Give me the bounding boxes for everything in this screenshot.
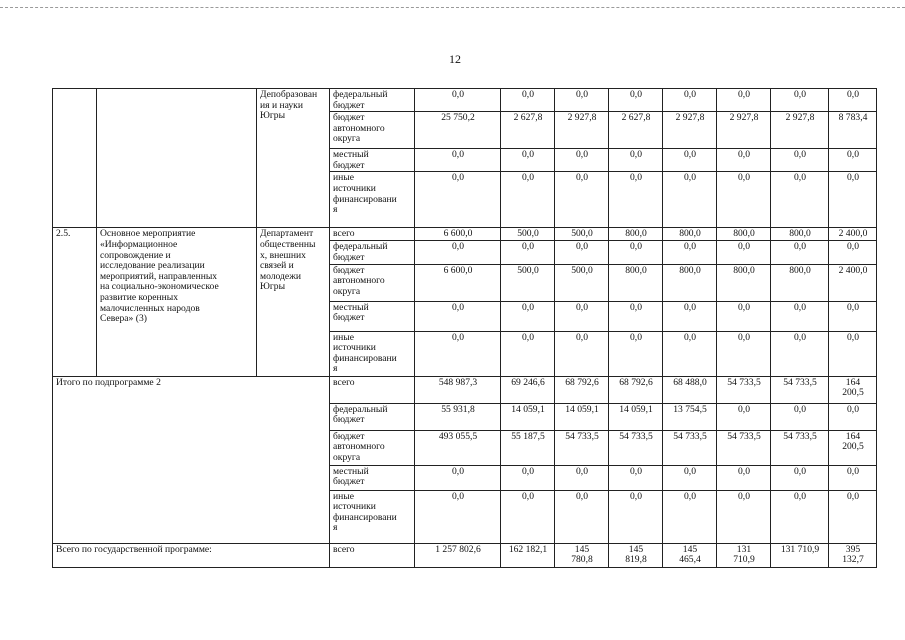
amount-cell: 0,0 xyxy=(609,149,663,172)
item-number-cell: 2.5. xyxy=(53,228,97,376)
amount-cell: 395 132,7 xyxy=(829,543,877,567)
amount-cell: 0,0 xyxy=(663,490,717,543)
amount-cell: 0,0 xyxy=(771,331,829,376)
funding-source-cell: местный бюджет xyxy=(330,149,415,172)
amount-cell: 0,0 xyxy=(717,241,771,264)
amount-cell: 0,0 xyxy=(717,490,771,543)
amount-cell: 800,0 xyxy=(771,228,829,241)
total-label-cell: Итого по подпрограмме 2 xyxy=(53,376,330,543)
amount-cell: 0,0 xyxy=(555,490,609,543)
amount-cell: 0,0 xyxy=(415,490,501,543)
amount-cell: 0,0 xyxy=(717,89,771,112)
budget-table xyxy=(52,88,877,568)
amount-cell: 0,0 xyxy=(415,301,501,331)
amount-cell: 69 246,6 xyxy=(501,376,555,403)
amount-cell: 0,0 xyxy=(555,172,609,228)
funding-source-cell: федеральный бюджет xyxy=(330,403,415,430)
amount-cell: 800,0 xyxy=(609,264,663,301)
amount-cell: 0,0 xyxy=(771,241,829,264)
amount-cell: 0,0 xyxy=(501,241,555,264)
amount-cell: 0,0 xyxy=(829,331,877,376)
amount-cell: 0,0 xyxy=(663,172,717,228)
amount-cell: 0,0 xyxy=(829,149,877,172)
amount-cell: 0,0 xyxy=(829,172,877,228)
amount-cell: 54 733,5 xyxy=(663,430,717,465)
funding-source-cell: иные источники финансировани я xyxy=(330,331,415,376)
amount-cell: 0,0 xyxy=(829,89,877,112)
amount-cell: 2 927,8 xyxy=(555,112,609,149)
amount-cell: 0,0 xyxy=(771,149,829,172)
funding-source-cell: бюджет автономного округа xyxy=(330,112,415,149)
amount-cell: 2 627,8 xyxy=(609,112,663,149)
amount-cell: 500,0 xyxy=(501,228,555,241)
amount-cell: 1 257 802,6 xyxy=(415,543,501,567)
amount-cell: 0,0 xyxy=(415,331,501,376)
amount-cell: 0,0 xyxy=(663,241,717,264)
amount-cell: 0,0 xyxy=(829,241,877,264)
amount-cell: 0,0 xyxy=(771,403,829,430)
amount-cell: 0,0 xyxy=(609,490,663,543)
amount-cell: 0,0 xyxy=(771,301,829,331)
amount-cell: 0,0 xyxy=(501,172,555,228)
amount-cell: 2 927,8 xyxy=(771,112,829,149)
amount-cell: 0,0 xyxy=(829,301,877,331)
funding-source-cell: федеральный бюджет xyxy=(330,241,415,264)
amount-cell: 0,0 xyxy=(717,403,771,430)
table-row xyxy=(53,228,877,241)
amount-cell: 0,0 xyxy=(663,465,717,490)
amount-cell: 55 931,8 xyxy=(415,403,501,430)
amount-cell: 0,0 xyxy=(771,465,829,490)
funding-source-cell: иные источники финансировани я xyxy=(330,490,415,543)
amount-cell: 2 927,8 xyxy=(717,112,771,149)
amount-cell: 0,0 xyxy=(771,490,829,543)
funding-source-cell: всего xyxy=(330,376,415,403)
amount-cell: 0,0 xyxy=(717,331,771,376)
amount-cell: 0,0 xyxy=(415,241,501,264)
amount-cell: 6 600,0 xyxy=(415,264,501,301)
amount-cell: 131 710,9 xyxy=(717,543,771,567)
amount-cell: 500,0 xyxy=(501,264,555,301)
amount-cell: 2 400,0 xyxy=(829,228,877,241)
amount-cell: 0,0 xyxy=(609,241,663,264)
amount-cell: 500,0 xyxy=(555,264,609,301)
table-row xyxy=(53,376,877,403)
amount-cell: 54 733,5 xyxy=(555,430,609,465)
scan-top-edge xyxy=(0,7,905,8)
budget-table-body xyxy=(53,89,877,568)
amount-cell: 0,0 xyxy=(829,403,877,430)
amount-cell: 493 055,5 xyxy=(415,430,501,465)
amount-cell: 55 187,5 xyxy=(501,430,555,465)
amount-cell: 0,0 xyxy=(415,89,501,112)
amount-cell: 0,0 xyxy=(663,331,717,376)
executor-cell: Департамент общественны х, внешних связей и молодежи Югры xyxy=(257,228,330,376)
amount-cell: 68 488,0 xyxy=(663,376,717,403)
amount-cell: 131 710,9 xyxy=(771,543,829,567)
funding-source-cell: местный бюджет xyxy=(330,301,415,331)
amount-cell: 162 182,1 xyxy=(501,543,555,567)
amount-cell: 0,0 xyxy=(609,89,663,112)
amount-cell: 54 733,5 xyxy=(717,376,771,403)
amount-cell: 0,0 xyxy=(829,490,877,543)
amount-cell: 25 750,2 xyxy=(415,112,501,149)
amount-cell: 0,0 xyxy=(555,301,609,331)
amount-cell: 14 059,1 xyxy=(609,403,663,430)
amount-cell: 0,0 xyxy=(415,465,501,490)
amount-cell: 800,0 xyxy=(663,228,717,241)
amount-cell: 0,0 xyxy=(609,331,663,376)
amount-cell: 0,0 xyxy=(555,149,609,172)
amount-cell: 0,0 xyxy=(501,465,555,490)
amount-cell: 0,0 xyxy=(829,465,877,490)
amount-cell: 800,0 xyxy=(663,264,717,301)
amount-cell: 0,0 xyxy=(501,89,555,112)
amount-cell: 14 059,1 xyxy=(501,403,555,430)
page-number: 12 xyxy=(449,52,461,66)
funding-source-cell: иные источники финансировани я xyxy=(330,172,415,228)
amount-cell: 0,0 xyxy=(771,172,829,228)
item-title-cell: Основное мероприятие «Информационное сопровождение и исследование реализации мероприятий, направленных на социально-экономическое развитие коренных малочисленных народов Севера» (3) xyxy=(97,228,257,376)
amount-cell: 54 733,5 xyxy=(717,430,771,465)
amount-cell: 0,0 xyxy=(663,301,717,331)
amount-cell: 0,0 xyxy=(555,465,609,490)
amount-cell: 0,0 xyxy=(501,490,555,543)
amount-cell: 2 927,8 xyxy=(663,112,717,149)
amount-cell: 0,0 xyxy=(609,301,663,331)
amount-cell: 68 792,6 xyxy=(609,376,663,403)
amount-cell: 164 200,5 xyxy=(829,430,877,465)
amount-cell: 2 627,8 xyxy=(501,112,555,149)
amount-cell: 14 059,1 xyxy=(555,403,609,430)
funding-source-cell: местный бюджет xyxy=(330,465,415,490)
table-row xyxy=(53,543,877,567)
amount-cell: 54 733,5 xyxy=(771,430,829,465)
amount-cell: 8 783,4 xyxy=(829,112,877,149)
amount-cell: 0,0 xyxy=(717,301,771,331)
amount-cell: 800,0 xyxy=(609,228,663,241)
amount-cell: 548 987,3 xyxy=(415,376,501,403)
amount-cell: 800,0 xyxy=(771,264,829,301)
amount-cell: 0,0 xyxy=(501,331,555,376)
amount-cell: 0,0 xyxy=(415,149,501,172)
amount-cell: 0,0 xyxy=(501,301,555,331)
amount-cell: 6 600,0 xyxy=(415,228,501,241)
total-label-cell: Всего по государственной программе: xyxy=(53,543,330,567)
item-title-cell xyxy=(97,89,257,228)
amount-cell: 800,0 xyxy=(717,264,771,301)
amount-cell: 0,0 xyxy=(555,331,609,376)
amount-cell: 0,0 xyxy=(555,241,609,264)
amount-cell: 164 200,5 xyxy=(829,376,877,403)
amount-cell: 0,0 xyxy=(415,172,501,228)
funding-source-cell: бюджет автономного округа xyxy=(330,264,415,301)
amount-cell: 54 733,5 xyxy=(771,376,829,403)
amount-cell: 0,0 xyxy=(771,89,829,112)
amount-cell: 0,0 xyxy=(555,89,609,112)
amount-cell: 0,0 xyxy=(501,149,555,172)
amount-cell: 0,0 xyxy=(663,89,717,112)
amount-cell: 0,0 xyxy=(609,465,663,490)
item-number-cell xyxy=(53,89,97,228)
table-row xyxy=(53,89,877,112)
funding-source-cell: всего xyxy=(330,228,415,241)
amount-cell: 145 819,8 xyxy=(609,543,663,567)
amount-cell: 13 754,5 xyxy=(663,403,717,430)
amount-cell: 500,0 xyxy=(555,228,609,241)
amount-cell: 0,0 xyxy=(717,172,771,228)
amount-cell: 0,0 xyxy=(663,149,717,172)
amount-cell: 145 465,4 xyxy=(663,543,717,567)
funding-source-cell: бюджет автономного округа xyxy=(330,430,415,465)
amount-cell: 54 733,5 xyxy=(609,430,663,465)
amount-cell: 2 400,0 xyxy=(829,264,877,301)
amount-cell: 0,0 xyxy=(717,149,771,172)
amount-cell: 145 780,8 xyxy=(555,543,609,567)
amount-cell: 0,0 xyxy=(609,172,663,228)
executor-cell: Депобразован ия и науки Югры xyxy=(257,89,330,228)
amount-cell: 800,0 xyxy=(717,228,771,241)
funding-source-cell: федеральный бюджет xyxy=(330,89,415,112)
funding-source-cell: всего xyxy=(330,543,415,567)
amount-cell: 0,0 xyxy=(717,465,771,490)
amount-cell: 68 792,6 xyxy=(555,376,609,403)
